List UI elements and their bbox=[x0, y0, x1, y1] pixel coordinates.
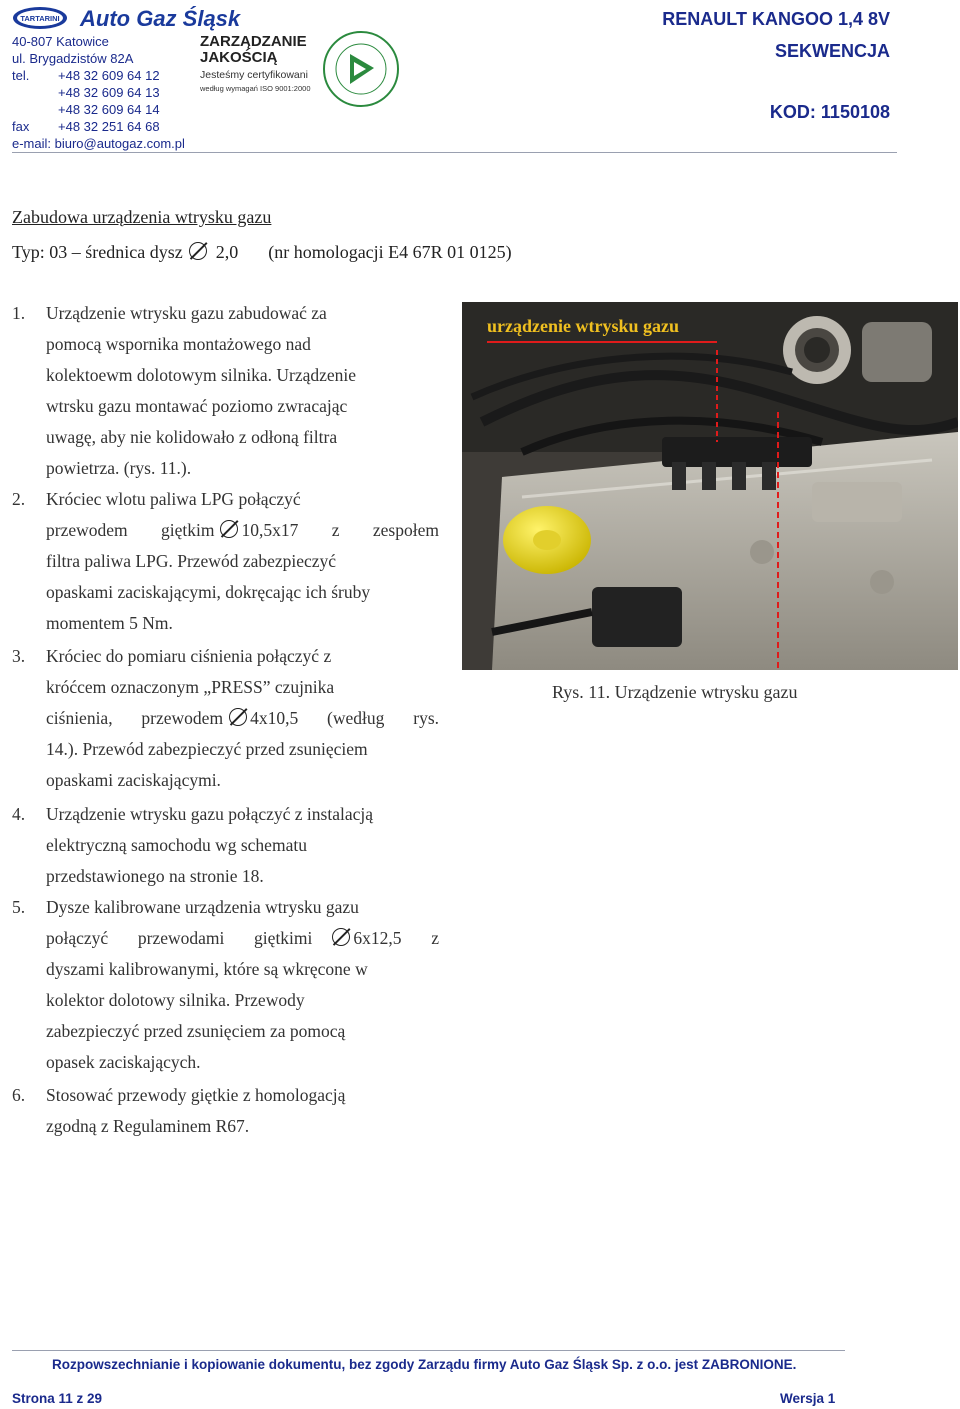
engine-photo bbox=[462, 302, 958, 670]
type-prefix: Typ: 03 – średnica dysz bbox=[12, 242, 183, 262]
line: kolektoewm dolotowym silnika. Urządzenie bbox=[46, 365, 357, 385]
line: pomocą wspornika montażowego nad bbox=[46, 334, 311, 354]
system-name: SEKWENCJA bbox=[774, 41, 890, 61]
diameter-icon bbox=[220, 520, 238, 538]
step-number: 2. bbox=[12, 489, 26, 509]
tel-label: tel. bbox=[12, 68, 30, 83]
footer-divider bbox=[12, 1350, 845, 1351]
type-line bbox=[12, 242, 512, 263]
line: Urządzenie wtrysku gazu połączyć z instalacją bbox=[46, 804, 373, 824]
fax-label: fax bbox=[12, 119, 30, 134]
line: Króciec wlotu paliwa LPG połączyć bbox=[46, 489, 301, 509]
line: połączyć przewodami giętkimi 6x12,5 z bbox=[46, 928, 439, 948]
line: Urządzenie wtrysku gazu zabudować za bbox=[46, 303, 327, 323]
line: króćcem oznaczonym „PRESS” czujnika bbox=[46, 677, 335, 697]
cert-sub: Jesteśmy certyfikowani bbox=[200, 69, 308, 81]
homologation: (nr homologacji E4 67R 01 0125) bbox=[268, 242, 512, 262]
line: ciśnienia, przewodem 4x10,5 (według rys. bbox=[46, 708, 440, 728]
header-divider bbox=[12, 152, 897, 153]
line: wtrsku gazu montawać poziomo zwracając bbox=[46, 396, 348, 416]
step-5-text bbox=[46, 892, 439, 1078]
line: kolektor dolotowy silnika. Przewody bbox=[46, 990, 305, 1010]
nozzle-diameter: 2,0 bbox=[215, 242, 239, 262]
section-title: Zabudowa urządzenia wtrysku gazu bbox=[12, 207, 272, 227]
line: 14.). Przewód zabezpieczyć przed zsunięciem bbox=[46, 739, 368, 759]
step-number: 6. bbox=[12, 1085, 26, 1105]
line: Króciec do pomiaru ciśnienia połączyć z bbox=[46, 646, 332, 666]
step-4-text bbox=[46, 799, 439, 892]
line: Stosować przewody giętkie z homologacją bbox=[46, 1085, 346, 1105]
step-6-text bbox=[46, 1080, 439, 1142]
fax bbox=[12, 118, 202, 135]
line: przewodem giętkim 10,5x17 z zespołem bbox=[46, 520, 439, 540]
line: zabezpieczyć przed zsunięciem za pomocą bbox=[46, 1021, 346, 1041]
line: uwagę, aby nie kolidowało z odłoną filtra bbox=[46, 427, 338, 447]
step-2-text bbox=[46, 484, 439, 639]
company-logo bbox=[10, 4, 290, 32]
line: momentem 5 Nm. bbox=[46, 613, 173, 633]
line: Dysze kalibrowane urządzenia wtrysku gazu bbox=[46, 897, 359, 917]
cert-std: według wymagań ISO 9001:2000 bbox=[200, 84, 311, 93]
cert-title-2: JAKOŚCIĄ bbox=[200, 49, 278, 66]
copyright-notice: Rozpowszechnianie i kopiowanie dokumentu, bez zgody Zarządu firmy Auto Gaz Śląsk Sp. z o.o. jest ZABRONIONE. bbox=[52, 1357, 797, 1372]
logo-text: Auto Gaz Śląsk bbox=[80, 6, 241, 31]
diameter-icon bbox=[229, 708, 247, 726]
line: filtra paliwa LPG. Przewód zabezpieczyć bbox=[46, 551, 337, 571]
email[interactable]: e-mail: biuro@autogaz.com.pl bbox=[12, 136, 185, 151]
car-model: RENAULT KANGOO 1,4 8V bbox=[662, 9, 890, 29]
step-3-text bbox=[46, 641, 439, 796]
line: opaskami zaciskającymi, dokręcając ich śruby bbox=[46, 582, 371, 602]
tel-2-value: +48 32 609 64 13 bbox=[58, 85, 160, 100]
tel-1-value: +48 32 609 64 12 bbox=[58, 68, 160, 83]
line: przedstawionego na stronie 18. bbox=[46, 866, 264, 886]
line: opaskami zaciskającymi. bbox=[46, 770, 221, 790]
street: ul. Brygadzistów 82A bbox=[12, 51, 134, 66]
step-number: 3. bbox=[12, 646, 26, 666]
step-number: 1. bbox=[12, 303, 26, 323]
page-number: Strona 11 z 29 bbox=[12, 1391, 103, 1406]
step-1-text bbox=[46, 298, 439, 484]
document-version: Wersja 1 bbox=[780, 1391, 836, 1406]
diameter-icon bbox=[332, 928, 350, 946]
line: elektryczną samochodu wg schematu bbox=[46, 835, 307, 855]
tel-3 bbox=[12, 101, 202, 118]
figure-label: urządzenie wtrysku gazu bbox=[487, 316, 679, 336]
step-number: 5. bbox=[12, 897, 26, 917]
certification-block bbox=[200, 34, 318, 93]
product-code: KOD: 1150108 bbox=[769, 102, 890, 122]
line: powietrza. (rys. 11.). bbox=[46, 458, 192, 478]
cert-title-1: ZARZĄDZANIE bbox=[200, 33, 307, 50]
iso-seal-icon bbox=[322, 30, 400, 108]
line: opasek zaciskających. bbox=[46, 1052, 201, 1072]
tel-3-value: +48 32 609 64 14 bbox=[58, 102, 160, 117]
line: zgodną z Regulaminem R67. bbox=[46, 1116, 250, 1136]
tel-1 bbox=[12, 67, 202, 84]
step-number: 4. bbox=[12, 804, 26, 824]
line: dyszami kalibrowanymi, które są wkręcone w bbox=[46, 959, 368, 979]
figure-caption: Rys. 11. Urządzenie wtrysku gazu bbox=[552, 682, 798, 702]
logo-badge-text: TARTARINI bbox=[20, 14, 60, 23]
fax-value: +48 32 251 64 68 bbox=[58, 119, 160, 134]
tel-2 bbox=[12, 84, 202, 101]
address: 40-807 Katowice bbox=[12, 34, 109, 49]
diameter-icon bbox=[189, 242, 207, 260]
